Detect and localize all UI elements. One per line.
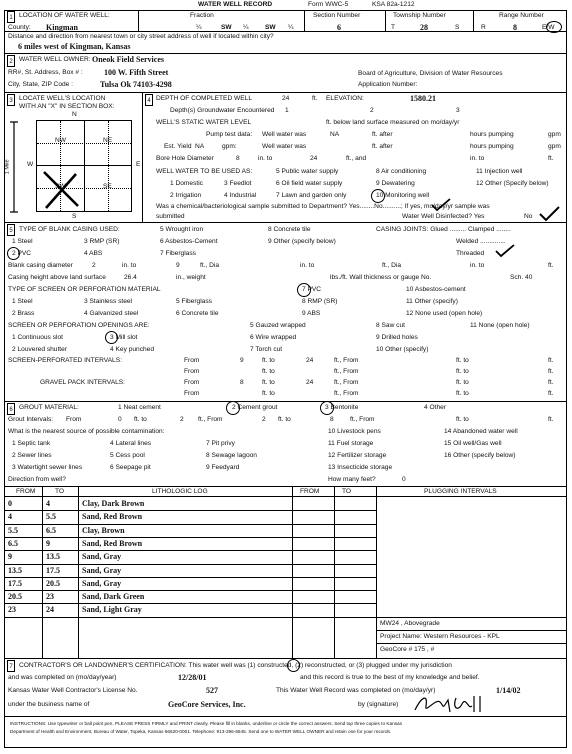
screen-brass[interactable]: 2 Brass — [12, 310, 35, 317]
yield-na: NA — [195, 143, 205, 150]
spi-ft-from-row2: ft., From — [334, 368, 359, 375]
bore-in-to-2: in. to — [470, 155, 485, 162]
log-description: Sand, Red Brown — [82, 512, 143, 522]
business-name: GeoCore Services, Inc. — [168, 700, 246, 709]
grout-other[interactable]: 4 Other — [424, 404, 446, 411]
log-description: Sand, Gray — [82, 552, 122, 562]
how-many-feet-value: 0 — [402, 476, 406, 483]
log-description: Sand, Light Gray — [82, 605, 142, 615]
bore-in-to: in. to — [258, 155, 273, 162]
blank-dia-2: ft., Dia — [382, 262, 402, 269]
spi-to: ft. to — [262, 357, 275, 364]
casing-steel[interactable]: 1 Steel — [12, 238, 33, 245]
log-to: 6.5 — [46, 525, 56, 535]
table-row-divider — [4, 577, 376, 578]
chem-submitted: submitted — [156, 213, 185, 220]
geocore-number-note: GeoCore # 175 , # — [380, 646, 435, 653]
log-header-to-2: TO — [342, 488, 352, 495]
section-number-1: 1 — [7, 11, 15, 23]
fraction-label: Fraction — [190, 12, 214, 19]
use-lawn-garden[interactable]: 7 Lawn and garden only — [276, 192, 347, 199]
gp-to: ft. to — [262, 379, 275, 386]
source-insecticide[interactable]: 13 Insecticide storage — [328, 464, 393, 471]
screen-abs[interactable]: 9 ABS — [302, 310, 321, 317]
fraction-quarter-1: ¼ — [196, 24, 202, 31]
quadrant-sw: SW — [55, 183, 66, 190]
compass-w: W — [27, 161, 34, 168]
source-cess-pool[interactable]: 5 Cess pool — [110, 452, 145, 459]
log-from: 0 — [8, 499, 12, 508]
grout-from-2-value: 2 — [262, 416, 266, 423]
opening-gauzed[interactable]: 5 Gauzed wrapped — [250, 322, 306, 329]
log-from: 17.5 — [8, 578, 22, 588]
source-seepage-pit[interactable]: 6 Seepage pit — [110, 464, 151, 471]
casing-height-label: Casing height above land surface — [8, 274, 106, 281]
grout-ft: ft. — [548, 416, 554, 423]
grout-to-2-value: 8 — [330, 416, 334, 423]
pump-hours: hours pumping — [470, 131, 514, 138]
license-number: 527 — [206, 686, 218, 695]
gp-to-row2: ft. to — [262, 390, 275, 397]
business-name-label: under the business name of — [8, 701, 90, 708]
casing-joints-label: CASING JOINTS: Glued ......... Clamped ........ — [376, 226, 511, 233]
range-direction: E/W — [542, 24, 555, 31]
grout-ft-from-3: ft., From — [350, 416, 375, 423]
grout-cement-grout[interactable]: 2 Cement grout — [232, 404, 278, 411]
use-oil-field[interactable]: 6 Oil field water supply — [276, 180, 343, 187]
bore-label: Bore Hole Diameter — [156, 155, 214, 162]
wall-thickness-value: Sch. 40 — [510, 274, 533, 281]
fraction-sw-1: SW — [221, 24, 232, 31]
fraction-quarter-3: ¼ — [288, 24, 294, 31]
elevation-value: 1580.21 — [410, 94, 436, 103]
yield-after: ft. after — [372, 143, 393, 150]
opening-wire-wrapped[interactable]: 6 Wire wrapped — [250, 334, 297, 341]
application-label: Application Number: — [358, 81, 418, 88]
casing-wrought-iron[interactable]: 5 Wrought iron — [160, 226, 204, 233]
mile-label: 1 Mile — [4, 159, 11, 175]
use-feedlot[interactable]: 3 Feedlot — [224, 180, 252, 187]
use-irrigation[interactable]: 2 Irrigation — [170, 192, 202, 199]
depth-label: DEPTH OF COMPLETED WELL — [156, 95, 252, 102]
record-completed-label: This Water Well Record was completed on (mo/day/yr) — [276, 687, 436, 694]
use-domestic[interactable]: 1 Domestic — [170, 180, 203, 187]
log-from: 6.5 — [8, 538, 18, 548]
gravel-pack-label: GRAVEL PACK INTERVALS: — [40, 379, 126, 386]
fraction-sw-2: SW — [265, 24, 276, 31]
spi-from: From — [184, 357, 200, 364]
source-septic[interactable]: 1 Septic tank — [12, 440, 51, 447]
screen-pvc[interactable]: 7 PVC — [302, 286, 322, 293]
log-to: 20.5 — [46, 578, 60, 588]
township-value: 28 — [420, 23, 428, 32]
opening-mill-slot[interactable]: 3 Mill slot — [110, 334, 138, 341]
log-from: 23 — [8, 605, 16, 615]
log-to: 4 — [46, 499, 50, 508]
screen-other[interactable]: 11 Other (specify) — [406, 298, 458, 305]
x-mark-icon — [38, 168, 86, 212]
opening-other[interactable]: 10 Other (specify) — [376, 346, 429, 353]
log-description: Clay, Brown — [82, 525, 125, 535]
bore-ft-and: ft., and — [346, 155, 367, 162]
casing-other[interactable]: 9 Other (specify below) — [268, 238, 336, 245]
log-description: Sand, Dark Green — [82, 592, 145, 602]
quadrant-se: SE — [103, 183, 112, 190]
blank-in-to: in. to — [122, 262, 137, 269]
log-header-from: FROM — [16, 488, 36, 495]
section-number-5: 5 — [7, 224, 15, 236]
opening-none[interactable]: 11 None (open hole) — [470, 322, 530, 329]
spi-ft: ft. — [548, 357, 554, 364]
table-row-divider — [4, 603, 376, 604]
log-to: 13.5 — [46, 552, 60, 562]
section-number-7: 7 — [7, 660, 15, 672]
grout-to-2: ft. to — [278, 416, 291, 423]
form-title: WATER WELL RECORD — [198, 1, 273, 8]
opening-louvered[interactable]: 2 Louvered shutter — [12, 346, 67, 353]
instructions-line-2: Department of Health and Environment, Bureau of Water, Topeka, Kansas 66620-0001. Telephone: 913-296-5545. Send one to WATER WELL OWNER and retain one for your records. — [10, 729, 392, 734]
log-to: 5.5 — [46, 512, 56, 522]
groundwater-label: Depth(s) Groundwater Encountered — [170, 107, 275, 114]
log-header-plugging: PLUGGING INTERVALS — [424, 488, 497, 495]
project-name-note: Project Name: Western Resources - KPL — [380, 633, 500, 640]
grout-from-1: From — [66, 416, 82, 423]
static-level-tail: ft. below land surface measured on mo/day/yr — [326, 119, 460, 126]
blank-in-to-2: in. to — [300, 262, 315, 269]
log-to: 23 — [46, 592, 54, 602]
casing-pvc[interactable]: 2 PVC — [12, 250, 32, 257]
log-to: 9 — [46, 538, 50, 548]
groundwater-3: 3 — [456, 107, 460, 114]
how-many-feet-label: How many feet? — [328, 476, 376, 483]
opening-drilled[interactable]: 9 Drilled holes — [376, 334, 418, 341]
gp-ft-from: ft., From — [334, 379, 359, 386]
bore-to-value: 24 — [310, 155, 318, 162]
circle-screen-pvc — [297, 283, 311, 297]
section-number-6: 6 — [7, 403, 15, 415]
contamination-label: What is the nearest source of possible contamination: — [8, 428, 165, 435]
log-description: Sand, Gray — [82, 578, 122, 588]
use-dewatering[interactable]: 9 Dewatering — [376, 180, 415, 187]
table-row-divider — [4, 524, 376, 525]
compass-n: N — [72, 111, 77, 118]
log-header-lithologic: LITHOLOGIC LOG — [152, 488, 208, 495]
screen-stainless[interactable]: 3 Stainless steel — [84, 298, 133, 305]
blank-ft: ft. — [548, 262, 554, 269]
screen-galvanized[interactable]: 4 Galvanized steel — [84, 310, 139, 317]
source-sewer[interactable]: 2 Sewer lines — [12, 452, 52, 459]
yield-gpm-2: gpm — [548, 143, 561, 150]
depth-value: 24 — [282, 95, 290, 102]
pump-well-water: Well water was — [262, 131, 307, 138]
elevation-label: ELEVATION: — [326, 95, 364, 102]
source-lateral[interactable]: 4 Lateral lines — [110, 440, 152, 447]
table-row-divider — [4, 537, 376, 538]
log-to: 17.5 — [46, 565, 60, 575]
table-row-divider — [4, 590, 376, 591]
casing-fiberglass[interactable]: 7 Fiberglass — [160, 250, 196, 257]
gp-ft-from-row2: ft., From — [334, 390, 359, 397]
blank-to-value: 9 — [176, 262, 180, 269]
use-injection-well[interactable]: 11 Injection well — [476, 168, 523, 175]
source-other[interactable]: 16 Other (specify below) — [444, 452, 516, 459]
check-no-sample-icon — [430, 198, 452, 212]
city-label: City, State, ZIP Code : — [8, 81, 73, 88]
bore-ft: ft. — [548, 155, 554, 162]
casing-weight-label: in., weight — [176, 274, 206, 281]
log-from: 5.5 — [8, 525, 18, 535]
gp-to-2: ft. to — [456, 379, 469, 386]
grout-to-3: ft. to — [456, 416, 469, 423]
record-completed-date: 1/14/02 — [496, 686, 521, 695]
source-feedyard[interactable]: 9 Feedyard — [206, 464, 240, 471]
disinfected-no[interactable]: No — [524, 213, 533, 220]
screen-concrete[interactable]: 6 Concrete tile — [176, 310, 219, 317]
township-label: Township Number — [393, 12, 446, 19]
log-to: 24 — [46, 605, 54, 615]
certification-label: CONTRACTOR'S OR LANDOWNER'S CERTIFICATION: This water well was (1) constructed, (2) reconstructed, or (3) plugged under my jurisdiction — [19, 662, 452, 669]
location-label: LOCATION OF WATER WELL: — [19, 12, 110, 19]
quadrant-nw: NW — [55, 137, 66, 144]
pump-after: ft. after — [372, 131, 393, 138]
owner-value: Oneok Field Services — [92, 55, 164, 64]
pump-na: NA — [330, 131, 340, 138]
city-value: Tulsa Ok 74103-4298 — [100, 80, 172, 89]
range-label: Range Number — [499, 12, 544, 19]
yield-well-water: Well water was — [262, 143, 307, 150]
section-number-value: 6 — [337, 23, 341, 32]
instructions-line-1: INSTRUCTIONS: Use typewriter or ball point pen. PLEASE PRESS FIRMLY and PRINT clearly. Please fill in blanks, underline or circle the correct answers. Send top three copies to Kansas — [10, 721, 403, 726]
quadrant-ne: NE — [103, 137, 113, 144]
log-header-from-2: FROM — [300, 488, 320, 495]
check-threaded-icon — [494, 244, 516, 258]
spi-ft-row2: ft. — [548, 368, 554, 375]
section-number-4: 4 — [145, 94, 153, 106]
blank-diameter-value: 2 — [92, 262, 96, 269]
chem-sample-question: Was a chemical/bacteriological sample submitted to Department? Yes........No..........; If yes, mo/day/yr sample was — [156, 203, 490, 210]
log-description: Clay, Dark Brown — [82, 499, 145, 508]
source-livestock[interactable]: 10 Livestock pens — [328, 428, 381, 435]
fraction-quarter-2: ¼ — [243, 24, 249, 31]
table-row-divider — [4, 550, 376, 551]
casing-rmp[interactable]: 3 RMP (SR) — [84, 238, 120, 245]
use-industrial[interactable]: 4 Industrial — [224, 192, 257, 199]
spi-to-2: ft. to — [456, 357, 469, 364]
grout-neat-cement[interactable]: 1 Neat cement — [118, 404, 161, 411]
log-from: 9 — [8, 552, 12, 562]
opening-torch-cut[interactable]: 7 Torch cut — [250, 346, 283, 353]
source-abandoned-well[interactable]: 14 Abandoned water well — [444, 428, 518, 435]
circle-monitoring-well — [371, 189, 385, 203]
county-label: County: — [8, 24, 31, 31]
table-row-divider — [4, 510, 376, 511]
check-disinfected-no-icon — [538, 206, 560, 222]
address-label: RR#, St. Address, Box # : — [8, 69, 83, 76]
section-number-2: 2 — [7, 55, 15, 67]
log-from: 4 — [8, 512, 12, 522]
spi-from-row2: From — [184, 368, 200, 375]
spi-to-2-row2: ft. to — [456, 368, 469, 375]
owner-label: WATER WELL OWNER: — [19, 56, 91, 63]
screen-none[interactable]: 12 None used (open hole) — [406, 310, 483, 317]
locate-label: LOCATE WELL'S LOCATION — [19, 95, 106, 102]
spi-from-value: 9 — [240, 357, 244, 364]
gp-from-value: 8 — [240, 379, 244, 386]
yield-gpm: gpm: — [222, 143, 237, 150]
log-description: Sand, Gray — [82, 565, 122, 575]
blank-in-to-3: in. to — [470, 262, 485, 269]
true-record-statement: and this record is true to the best of my knowledge and belief. — [300, 674, 480, 681]
circle-mill-slot — [105, 331, 118, 344]
use-monitoring-well[interactable]: 10 Monitoring well — [376, 192, 430, 199]
use-label: WELL WATER TO BE USED AS: — [156, 168, 253, 175]
log-header-to: TO — [55, 488, 65, 495]
openings-label: SCREEN OR PERFORATION OPENINGS ARE: — [8, 322, 150, 329]
screen-rmp[interactable]: 8 RMP (SR) — [302, 298, 338, 305]
pump-test-label: Pump test data: — [206, 131, 253, 138]
source-pit-privy[interactable]: 7 Pit privy — [206, 440, 235, 447]
distance-label: Distance and direction from nearest town or city street address of well if located within city? — [8, 33, 274, 40]
license-label: Kansas Water Well Contractor's License No. — [8, 687, 138, 694]
gp-from-row2: From — [184, 390, 200, 397]
pump-gpm: gpm — [548, 131, 561, 138]
township-dir: S — [455, 24, 460, 31]
range-value: 8 — [513, 23, 517, 32]
grout-bentonite[interactable]: 3 Bentonite — [325, 404, 359, 411]
source-fertilizer[interactable]: 12 Fertilizer storage — [328, 452, 387, 459]
locate-label-2: WITH AN "X" IN SECTION BOX: — [19, 103, 115, 110]
circle-constructed — [287, 659, 300, 672]
casing-type-label: TYPE OF BLANK CASING USED: — [19, 226, 120, 233]
table-row-divider — [4, 617, 376, 618]
source-fuel[interactable]: 11 Fuel storage — [328, 440, 374, 447]
circle-cement-grout — [226, 401, 240, 415]
circle-casing-pvc — [7, 247, 20, 260]
well-id-note: MW24 , Abovegrade — [380, 620, 440, 627]
log-description: Sand, Red Brown — [82, 538, 143, 548]
casing-asbestos[interactable]: 6 Asbestos-Cement — [160, 238, 218, 245]
wall-thickness-label: lbs./ft. Wall thickness or gauge No. — [330, 274, 432, 281]
yield-hours: hours pumping — [470, 143, 514, 150]
blank-dia: ft., Dia — [200, 262, 220, 269]
distance-value: 6 miles west of Kingman, Kansas — [18, 42, 131, 51]
address-value: 100 W. Fifth Street — [104, 68, 169, 77]
spi-to-value: 24 — [306, 357, 314, 364]
screen-steel[interactable]: 1 Steel — [12, 298, 33, 305]
grout-intervals-label: Grout Intervals: — [8, 416, 54, 423]
completed-date: 12/28/01 — [178, 673, 207, 682]
form-number: Form WWC-5 — [308, 1, 349, 8]
signature-icon — [412, 692, 490, 716]
source-watertight-sewer[interactable]: 3 Watertight sewer lines — [12, 464, 83, 471]
joints-threaded[interactable]: Threaded — [456, 250, 485, 257]
grout-material-label: GROUT MATERIAL: — [19, 404, 79, 411]
groundwater-2: 2 — [370, 107, 374, 114]
screen-fiberglass[interactable]: 5 Fiberglass — [176, 298, 212, 305]
section-number-label: Section Number — [313, 12, 361, 19]
circle-bentonite — [320, 401, 334, 415]
use-public-supply[interactable]: 5 Public water supply — [276, 168, 339, 175]
gp-to-value: 24 — [306, 379, 314, 386]
county-value: Kingman — [46, 23, 79, 32]
opening-key-punched[interactable]: 4 Key punched — [110, 346, 154, 353]
depth-ft: ft. — [312, 95, 318, 102]
spi-to-row2: ft. to — [262, 368, 275, 375]
use-other[interactable]: 12 Other (Specify below) — [476, 180, 549, 187]
board-label: Board of Agriculture, Division of Water Resources — [358, 70, 503, 77]
direction-label: Direction from well? — [8, 476, 66, 483]
blank-diameter-label: Blank casing diameter — [8, 262, 73, 269]
compass-e: E — [136, 161, 141, 168]
table-row-divider — [4, 564, 376, 565]
disinfected-question: Water Well Disinfected? Yes — [402, 213, 485, 220]
casing-abs[interactable]: 4 ABS — [84, 250, 103, 257]
township-t: T — [391, 24, 396, 31]
source-sewage-lagoon[interactable]: 8 Sewage lagoon — [206, 452, 257, 459]
yield-label: Est. Yield — [164, 143, 192, 150]
casing-concrete-tile[interactable]: 8 Concrete tile — [268, 226, 311, 233]
use-air-conditioning[interactable]: 8 Air conditioning — [376, 168, 427, 175]
screen-material-label: TYPE OF SCREEN OR PERFORATION MATERIAL — [8, 286, 161, 293]
spi-ft-from: ft., From — [334, 357, 359, 364]
groundwater-1: 1 — [285, 107, 289, 114]
gp-to-2-row2: ft. to — [456, 390, 469, 397]
signature-label: by (signature) — [358, 701, 399, 708]
log-from: 13.5 — [8, 565, 22, 575]
screen-asbestos[interactable]: 10 Asbestos-cement — [406, 286, 466, 293]
gp-ft: ft. — [548, 379, 554, 386]
gp-from: From — [184, 379, 200, 386]
bore-value: 8 — [236, 155, 240, 162]
gp-ft-row2: ft. — [548, 390, 554, 397]
grout-to-1-value: 2 — [180, 416, 184, 423]
opening-saw-cut[interactable]: 8 Saw cut — [376, 322, 405, 329]
static-level-label: WELL'S STATIC WATER LEVEL — [156, 119, 252, 126]
casing-height-value: 26.4 — [124, 274, 137, 281]
grout-from-1-value: 0 — [118, 416, 122, 423]
range-r: R — [481, 24, 486, 31]
grout-ft-from-2: ft., From — [198, 416, 223, 423]
opening-continuous-slot[interactable]: 1 Continuous slot — [12, 334, 63, 341]
log-from: 20.5 — [8, 592, 22, 602]
joints-welded[interactable]: Welded .............. — [456, 238, 506, 245]
screen-intervals-label: SCREEN-PERFORATED INTERVALS: — [8, 357, 122, 364]
statute: KSA 82a-1212 — [372, 1, 415, 8]
compass-s: S — [72, 213, 77, 220]
grout-to-1: ft. to — [134, 416, 147, 423]
completed-label: and was completed on (mo/day/year) — [8, 674, 117, 681]
source-oil-gas-well[interactable]: 15 Oil well/Gas well — [444, 440, 502, 447]
section-number-3: 3 — [7, 94, 15, 106]
